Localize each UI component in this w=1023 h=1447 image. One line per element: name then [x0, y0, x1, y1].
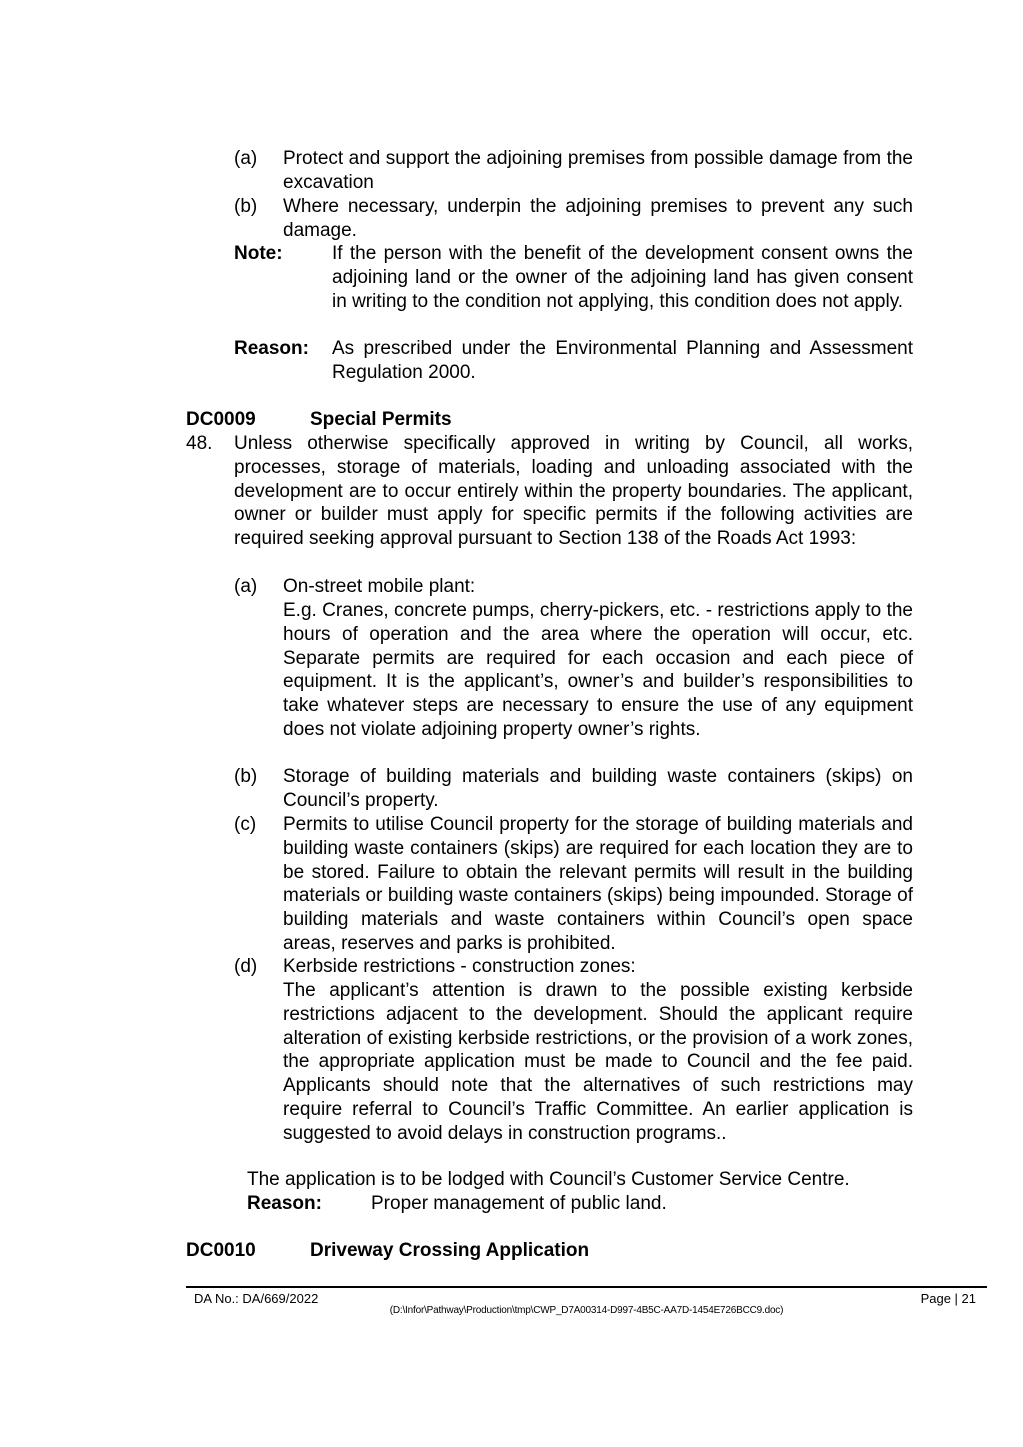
lodge-text: The application is to be lodged with Council’s Customer Service Centre. — [247, 1169, 850, 1190]
intro-item-a-text: Protect and support the adjoining premises from possible damage from the excavation — [283, 148, 913, 193]
footer-file-path: (D:\Infor\Pathway\Production\tmp\CWP_D7A00314-D997-4B5C-AA7D-1454E726BCC9.doc) — [389, 1305, 784, 1316]
condition-item-a-heading: On-street mobile plant: — [283, 576, 476, 597]
condition-item-d-label: (d) — [234, 956, 258, 977]
condition-reason-text: Proper management of public land. — [371, 1193, 667, 1214]
footer-da-number: DA No.: DA/669/2022 — [194, 1291, 319, 1306]
intro-reason-text: As prescribed under the Environmental Planning and Assessment Regulation 2000. — [332, 338, 913, 383]
condition-item-b-text: Storage of building materials and building waste containers (skips) on Council’s property. — [283, 766, 913, 811]
section-title-driveway-crossing: Driveway Crossing Application — [310, 1240, 590, 1261]
condition-item-d-text: The applicant’s attention is drawn to the possible existing kerbside restrictions adjacent to the development. Should the applicant require alteration of existing kerbside restrictions, or the provision of a work zones, the appropriate application must be made to Council and the fee paid. Applicants should note that the alternatives of such restrictions may require referral to Council’s Traffic Committee. An earlier application is suggested to avoid delays in construction programs.. — [283, 980, 913, 1144]
condition-item-c-text: Permits to utilise Council property for the storage of building materials and building waste containers (skips) are required for each location they are to be stored. Failure to obtain the relevant permits will result in the building materials or building waste containers (skips) being impounded. Storage of building materials and waste containers within Council’s open space areas, reserves and parks is prohibited. — [283, 814, 913, 954]
section-title-special-permits: Special Permits — [310, 409, 452, 430]
section-code-dc0009: DC0009 — [186, 409, 256, 430]
footer-rule — [186, 1286, 987, 1288]
intro-item-a-label: (a) — [234, 148, 258, 169]
footer-page-number: Page | 21 — [920, 1291, 976, 1306]
condition-item-a-label: (a) — [234, 576, 258, 597]
condition-item-c-label: (c) — [234, 814, 257, 835]
condition-number: 48. — [186, 433, 213, 454]
intro-reason-label: Reason: — [234, 338, 309, 359]
note-label: Note: — [234, 243, 283, 264]
condition-item-a-text: E.g. Cranes, concrete pumps, cherry-pickers, etc. - restrictions apply to the hours of operation and the area where the operation will occur, etc. Separate permits are required for each occasion and each piece of equipment. It is the applicant’s, owner’s and builder’s responsibilities to take whatever steps are necessary to ensure the use of any equipment does not violate adjoining property owner’s rights. — [283, 600, 913, 740]
condition-item-b-label: (b) — [234, 766, 258, 787]
condition-reason-label: Reason: — [247, 1193, 322, 1214]
intro-item-b-label: (b) — [234, 196, 258, 217]
note-text: If the person with the benefit of the development consent owns the adjoining land or the owner of the adjoining land has given consent in writing to the condition not applying, this condition does not apply. — [332, 243, 913, 312]
intro-item-b-text: Where necessary, underpin the adjoining premises to prevent any such damage. — [283, 196, 913, 241]
section-code-dc0010: DC0010 — [186, 1240, 256, 1261]
condition-item-d-heading: Kerbside restrictions - construction zones: — [283, 956, 636, 977]
condition-text: Unless otherwise specifically approved in writing by Council, all works, processes, storage of materials, loading and unloading associated with the development are to occur entirely within the property boundaries. The applicant, owner or builder must apply for specific permits if the following activities are required seeking approval pursuant to Section 138 of the Roads Act 1993: — [234, 433, 913, 550]
